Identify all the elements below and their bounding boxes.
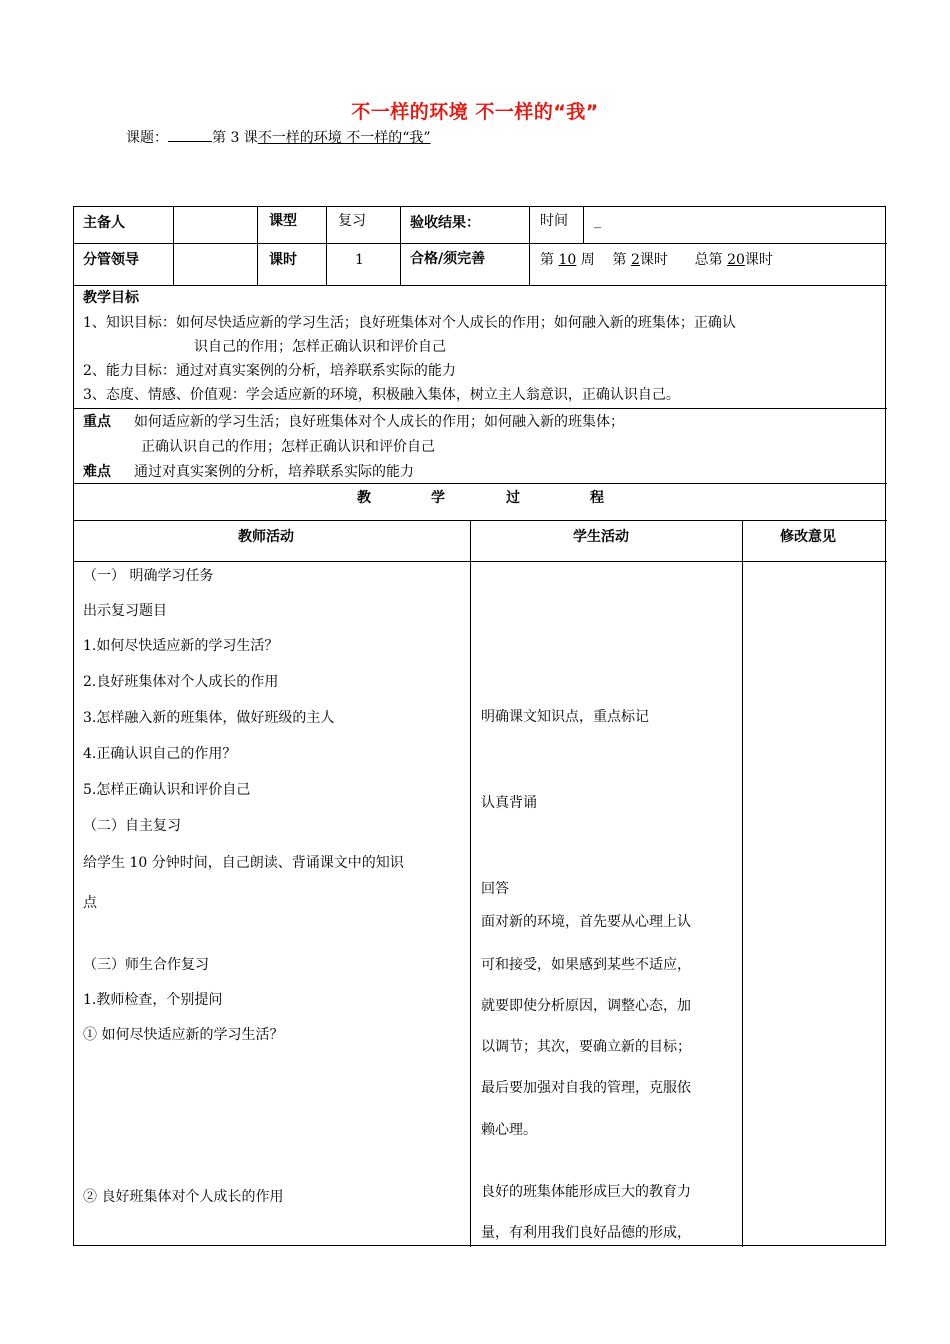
week-value: 10	[558, 252, 577, 268]
col-divider	[400, 207, 401, 285]
teacher-line: （一） 明确学习任务	[83, 568, 214, 584]
total-suffix: 课时	[744, 252, 773, 268]
week-prefix: 第	[540, 252, 554, 268]
objective-knowledge: 1、知识目标：如何尽快适应新的学习生活；良好班集体对个人成长的作用；如何融入新的班集体；正确认	[83, 315, 736, 331]
student-line: 面对新的环境，首先要从心理上认	[481, 914, 691, 930]
col-teacher-header: 教师活动	[238, 529, 294, 545]
objectives-heading: 教学目标	[83, 290, 139, 306]
row-divider	[74, 483, 887, 484]
col-notes-header: 修改意见	[780, 529, 836, 545]
objective-attitude: 3、态度、情感、价值观：学会适应新的环境，积极融入集体，树立主人翁意识，正确认识自己。	[83, 387, 680, 403]
difficulty-text: 通过对真实案例的分析，培养联系实际的能力	[134, 464, 414, 480]
teacher-line: 5.怎样正确认识和评价自己	[83, 782, 251, 798]
col-divider	[257, 207, 258, 285]
teacher-line: 给学生 10 分钟时间，自己朗读、背诵课文中的知识	[83, 855, 404, 871]
student-line: 明确课文知识点，重点标记	[481, 709, 649, 725]
total-value: 20	[727, 252, 745, 268]
student-line: 就要即使分析原因，调整心态，加	[481, 998, 691, 1014]
teacher-line: 2.良好班集体对个人成长的作用	[83, 674, 279, 690]
process-heading-1: 教	[357, 490, 371, 506]
process-heading-3: 过	[506, 490, 520, 506]
lesson-plan-table	[73, 206, 886, 1246]
teacher-line: 出示复习题目	[83, 603, 167, 619]
student-line: 赖心理。	[481, 1122, 537, 1138]
col-divider	[470, 520, 471, 1247]
row-divider	[74, 408, 887, 409]
col-divider	[326, 207, 327, 285]
teacher-line: ① 如何尽快适应新的学习生活？	[83, 1027, 284, 1043]
hours-label: 课时	[269, 252, 297, 268]
type-value: 复习	[338, 213, 366, 229]
row-divider	[74, 561, 887, 562]
col-divider	[173, 207, 174, 285]
key-text: 如何适应新的学习生活；良好班集体对个人成长的作用；如何融入新的班集体；	[134, 414, 624, 430]
key-label: 重点	[83, 414, 111, 430]
teacher-line: 点	[83, 895, 97, 911]
supervisor-label: 分管领导	[83, 252, 139, 268]
page-title: 不一样的环境 不一样的“我”	[351, 101, 599, 123]
teacher-line: 4.正确认识自己的作用？	[83, 746, 237, 762]
row-divider	[74, 243, 887, 244]
time-label: 时间	[540, 213, 568, 229]
student-line: 量，有利用我们良好品德的形成，	[481, 1225, 691, 1241]
col-divider	[583, 207, 584, 243]
student-line: 认真背诵	[481, 795, 537, 811]
period-suffix: 课时	[639, 252, 668, 268]
subject-name: 不一样的环境 不一样的“我”	[257, 130, 431, 146]
type-label: 课型	[269, 213, 297, 229]
period-prefix: 第	[612, 252, 627, 268]
period-value: 2	[631, 252, 640, 268]
student-line: 良好的班集体能形成巨大的教育力	[481, 1184, 691, 1200]
schedule-text	[540, 251, 773, 269]
teacher-line: ② 良好班集体对个人成长的作用	[83, 1189, 284, 1205]
col-divider	[742, 520, 743, 1247]
time-value: _	[594, 213, 601, 229]
subject-line	[126, 127, 431, 147]
key-text-cont: 正确认识自己的作用；怎样正确认识和评价自己	[141, 439, 435, 455]
row-divider	[74, 520, 887, 521]
process-heading-2: 学	[431, 490, 445, 506]
col-student-header: 学生活动	[573, 529, 629, 545]
subject-blank	[168, 127, 212, 142]
hours-value: 1	[355, 252, 364, 268]
student-line: 可和接受，如果感到某些不适应，	[481, 957, 691, 973]
teacher-line: （二）自主复习	[83, 818, 181, 834]
student-line: 最后要加强对自我的管理，克服依	[481, 1080, 691, 1096]
pass-label: 合格/须完善	[410, 251, 486, 267]
row-divider	[74, 285, 887, 286]
week-suffix: 周	[580, 252, 595, 268]
student-line: 以调节；其次，要确立新的目标；	[481, 1039, 691, 1055]
subject-lesson: 第 3 课	[212, 130, 258, 146]
check-label: 验收结果：	[410, 215, 480, 231]
teacher-line: （三）师生合作复习	[83, 957, 209, 973]
process-heading-4: 程	[590, 490, 604, 506]
teacher-line: 3.怎样融入新的班集体，做好班级的主人	[83, 710, 335, 726]
objective-ability: 2、能力目标：通过对真实案例的分析，培养联系实际的能力	[83, 363, 456, 379]
preparer-label: 主备人	[83, 215, 125, 231]
teacher-line: 1.教师检查，个别提问	[83, 992, 223, 1008]
objective-knowledge-cont: 识自己的作用；怎样正确认识和评价自己	[194, 339, 446, 355]
difficulty-label: 难点	[83, 464, 111, 480]
col-divider	[529, 207, 530, 285]
teacher-line: 1.如何尽快适应新的学习生活？	[83, 638, 279, 654]
subject-label: 课题：	[126, 130, 168, 146]
total-prefix: 总第	[694, 252, 723, 268]
student-line: 回答	[481, 881, 509, 897]
